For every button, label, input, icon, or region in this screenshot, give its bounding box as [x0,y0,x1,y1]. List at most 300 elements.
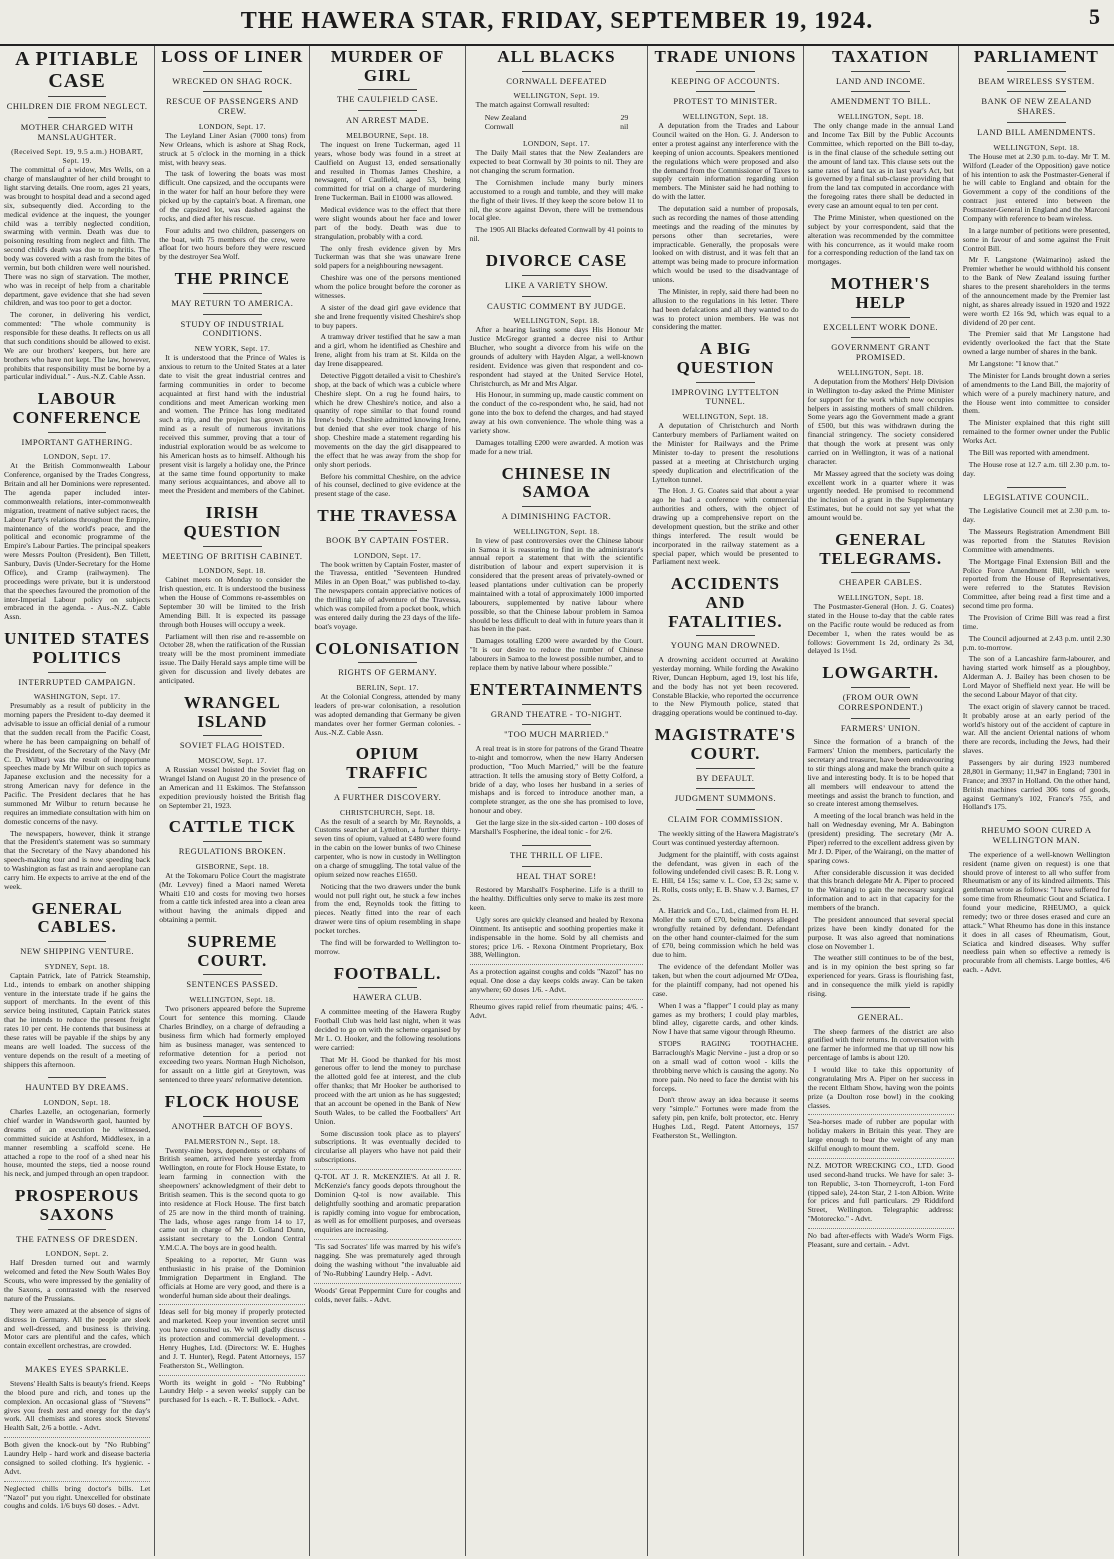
article-paragraph: The Minister explained that this right still remained to the former owner under the Public Works Act. [962,418,1110,445]
article-paragraph: The book written by Captain Foster, master of the Travessa, entitled "Seventeen Hundred Miles in an Open Boat," was published to-day. The newspapers contain appreciative notices of the thrilling tale of adventure of the Travessa, which was compiled from a pocket book, which was entered daily during the 23 days of the life-boat's voyage. [314,559,461,631]
article-subhead: MAY RETURN TO AMERICA. [171,297,294,308]
article-paragraph: Cabinet meets on Monday to consider the Irish question, etc. It is understood the business when the House of Commons re-assembles on September 30 will be limited to the Irish Amending Bill. It is expected its passage through both Houses will occupy a week. [159,575,306,629]
article-paragraph: The newspapers, however, think it strange that the President's statement was so summary that the Secretary of the Navy abandoned his speech-making tour and is now speeding back to Washington as fast as train and aeroplane can carry him. He expects to arrive at the end of the week. [4,828,151,891]
article-paragraph: The weather still continues to be of the best, and is in my opinion the best spring so far experienced for years. Grass is flourishing fast, and in consequence the milk yield is rapidly rising. [807,953,954,998]
article-paragraph: Mr Massey agreed that the society was doing excellent work in a quarter where it was urgently needed. He promised to recommend the inclusion of a grant in the Supplementary Estimates, but he could not say yet what the amount would be. [807,468,954,523]
article [159,504,305,686]
article-headline: PARLIAMENT [973,47,1099,66]
article-subhead: SOVIET FLAG HOISTED. [179,740,285,751]
article-dateline: LONDON, Sept. 18. [43,1098,111,1108]
article-paragraph: At the Tokomaru Police Court the magistrate (Mr. Levvey) fined a Maori named Wereta Whaiti £10 and costs for moving two horses from a cattle tick infested area into a clean area without having the animals dipped and obtaining a permit. [159,870,306,925]
match-score-table [483,113,631,131]
article-paragraph: The committal of a widow, Mrs Wells, on a charge of manslaughter of her child brought to light starving details. One room, ages 21 years, was brought to hospital dead and a second aged six, subsequently died. According to the medical evidence at the inquest, the younger child was a terribly neglected condition, swarming with vermin. Death was due to poisoning resulting from neglect and filth. The second child's death was due to nephritis. The body was covered with a rash from the bites of vermin, but both children were well nourished. There was no sign of starvation. The mother, who was in receipt of help from a charitable department, gave evidence that she had seven children, and was too poor to get a doctor. [4,165,151,308]
article-paragraph: The Premier said that Mr Langstone had evidently overlooked the fact that the State owned a large number of shares in the bank. [962,329,1110,357]
divider-rule [203,1116,261,1117]
divider-rule [696,788,754,789]
article-paragraph: A meeting of the local branch was held in the hall on Wednesday evening, Mr A. Babington (president) presiding. The secretary (Mr A. Piper) referred to the excellent address given by Mr J. D. Piper, of the Wairangi, on the matter of sparing cows. [807,811,954,865]
article [4,1359,150,1511]
article-paragraph: A deputation of Christchurch and North Canterbury members of Parliament waited on the Minister for Railways and the Prime Minister to-day to present the resolutions passed at a meeting at Christchurch urging speedy duplication and electrification of the Lyttelton tunnel. [652,421,799,484]
article-paragraph: A. Hatrick and Co., Ltd., claimed from H. H. Moller the sum of £70, being moneys alleged wrongfully retained by defendant. Defendant on the other hand counter-claimed for the sum of £70, being commission which he held was due to him. [652,905,799,960]
article-dateline: LONDON, Sept. 18. [198,566,266,576]
article-subhead: IMPORTANT GATHERING. [21,436,133,447]
divider-rule [851,1007,909,1008]
divider-rule [522,866,591,867]
divider-rule [203,314,261,315]
article-dateline: WELLINGTON, Sept. 19. [513,91,600,101]
table-row [483,113,631,122]
article-headline: CATTLE TICK [168,817,296,837]
article-paragraph: The coroner, in delivering his verdict, commented: "The whole community is responsible for these deaths. It reflects on us all that such conditions should be allowed to exist. We are our brothers' keepers, but here are brothers who have not kept. The law, however, prohibits that responsibility must be borne by a particular individual." - Aus.-N.Z. Cable Assn. [4,310,151,382]
advertisement: Rheumo gives rapid relief from rheumatic pains; 4/6. - Advt. [470,999,644,1021]
article-paragraph: In a large number of petitions were presented, some in favour of and some against the Fruit Control Bill. [962,225,1110,253]
article-headline: COLONISATION [315,638,460,658]
article-paragraph: Get the large size in the six-sided carton - 100 doses of Marshall's Fospherine, the ideal tonic - for 2/6. [469,818,644,836]
article-headline: THE TRAVESSA [317,506,458,526]
team-score: 29 [620,113,629,123]
article-headline: LOSS OF LINER [161,47,304,66]
divider-rule [358,110,416,111]
column-1 [0,46,155,1556]
divider-rule [358,987,416,988]
article-subhead: HEAL THAT SORE! [516,870,597,881]
article-subhead: CHILDREN DIE FROM NEGLECT. [6,101,148,111]
article-headline: MURDER OF GIRL [330,47,445,85]
article-dateline: MELBOURNE, Sept. 18. [346,130,429,140]
divider-rule [358,530,416,531]
article [4,1077,150,1179]
article-headline: FOOTBALL. [333,963,442,983]
article-paragraph: The president announced that several special prizes have been kindly donated for the purpose. It was also agreed that nominations close on November 1. [807,914,954,951]
divider-rule [522,506,591,507]
article-headline: A PITIABLE CASE [15,48,140,92]
article-paragraph: The Bill was reported with amendment. [968,447,1090,457]
article-subhead: LEGISLATIVE COUNCIL. [983,491,1090,502]
advertisement: N.Z. MOTOR WRECKING CO., LTD. Good used second-hand trucks. We have for sale: 3-ton Republic, 3-ton Thorneycroft, 1-ton Ford (tipped sale), 24-ton Star, 2 1-ton Albion. Write for prices and full particulars. 29 Riddiford Street, Wellington. Telegraphic address: "Motorecko." - Advt. [808,1158,954,1224]
article-subhead: STUDY OF INDUSTRIAL CONDITIONS. [180,318,285,339]
article-subhead: INTERRUPTED CAMPAIGN. [18,676,136,687]
divider-rule [48,96,106,97]
article-dateline: WELLINGTON, Sept. 18. [837,112,924,122]
article [159,1093,305,1405]
article-subhead: "TOO MUCH MARRIED." [504,729,609,740]
article-headline: PROSPEROUS SAXONS [14,1186,140,1224]
article-paragraph: Before his committal Cheshire, on the advice of his counsel, declined to give evidence at the present stage of the case. [314,471,461,499]
article [159,694,305,811]
article-dateline: PALMERSTON N., Sept. 18. [184,1136,281,1146]
article-paragraph: Detective Piggott detailed a visit to Cheshire's shop, at the back of which was a cubicle where Cheshire slept. On a rug he found hairs, to which he drew Cheshire's notice, and also a quantity of rope similar to that found round Irene's body. Cheshire admitted knowing Irene, but denied that she ever took charge of his shop. Cheshire made a statement regarding his movements on the day the girl disappeared to the effect that he was away from the shop for only short periods. [314,370,461,469]
article [314,507,460,631]
article-dateline: WELLINGTON, Sept. 18. [513,316,600,326]
article-dateline: GISBORNE, Sept. 18. [195,861,270,871]
article-paragraph: Two prisoners appeared before the Supreme Court for sentence this morning. Claude Charles Brindley, on a charge of defrauding a business firm which had formerly employed him as business manager, was sentenced to reformative detention for a period not exceeding two years. Norman Hugh Nicholson, for assault on a little girl at Greytown, was sentenced to three years' reformative detention. [159,1004,306,1085]
article-subhead: A FURTHER DISCOVERY. [333,791,442,802]
article-dateline: LONDON, Sept. 17. [198,121,266,131]
divider-rule [851,337,909,338]
article-paragraph: The Prime Minister, when questioned on the subject by your correspondent, said that the alteration was recommended by the committee with his concurrence, as it would make room for a corresponding reduction of the land tax on mortgages. [807,212,954,267]
divider-rule [358,787,416,788]
article [314,965,460,1305]
divider-rule [851,687,909,688]
article [470,465,644,673]
article-subhead: KEEPING OF ACCOUNTS. [670,75,780,86]
article-headline: TAXATION [832,47,930,66]
article-paragraph: Ugly sores are quickly cleansed and healed by Rexona Ointment. Its antiseptic and soothing properties make it indispensable in the home. Sold by all chemists and stores; price 1/6. - Rexona Ointment Proprietary, Box 388, Wellington. [469,914,644,960]
divider-rule [203,546,261,547]
article-dateline: SYDNEY, Sept. 18. [44,961,110,971]
article [963,487,1110,813]
article-subhead: SENTENCES PASSED. [186,979,279,990]
article [808,1007,954,1250]
article-paragraph: The exact origin of slavery cannot be traced. It probably arose at an early period of the world's history out of the accident of capture in war. All the ancient Oriental nations of whom there are records, including the Jews, had their slaves. [962,701,1110,756]
article-headline: THE PRINCE [174,269,290,289]
article-paragraph: At the British Commonwealth Labour Conference, organised by the Trades Congress, Britain and all her Dominions were represented. The agenda paper included inter-commonwealth relations, inter-commonwealth migration, treatment of native subject races, the Labour Party's relations throughout the Empire, maintenance of the world's peace, and the political and economic programme of the Empire's Labour Parties. The principal speakers were Messrs Poulton (President), Ben Tillett, Sanbury, Davis (Under-Secretary for the Home Office), and Cramp (railwaymen). The proceedings were private, but it is understood that the speeches favoured the promotion of the inter-Imperial Labour policy on subjects embraced in the agenda. - Aus.-N.Z. Cable Assn. [4,461,151,622]
divider-rule [696,71,754,72]
divider-rule [522,704,591,705]
article-dateline: LONDON, Sept. 17. [354,550,422,560]
article-paragraph: Passengers by air during 1923 numbered 28,801 in Germany; 11,947 in England; 7301 in France; and 3937 in Holland. On the other hand, British machines carried 306 tons of goods, against Germany's 102, France's 755, and Holland's 175. [962,758,1110,812]
advertisement: No bad after-effects with Wade's Worm Figs. Pleasant, sure and certain. - Advt. [808,1228,954,1250]
article-subhead: BOOK BY CAPTAIN FOSTER. [325,534,450,545]
article-headline: GENERAL TELEGRAMS. [819,529,943,568]
article-paragraph: The Mortgage Final Extension Bill and the Police Force Amendment Bill, which were reported from the House of Representatives, were referred to the Statutes Revision Committee, after being read a first time and a second time pro forma. [962,556,1110,611]
article [808,531,954,656]
article-headline: TRADE UNIONS [654,47,797,66]
article-headline: MAGISTRATE'S COURT. [654,725,796,763]
article-subhead: THE FATNESS OF DRESDEN. [16,1233,139,1244]
article-headline: SUPREME COURT. [187,932,278,970]
article-paragraph: Since the formation of a branch of the Farmers' Union the members, particularly the secretary and treasurer, have been endeavouring to stir things along and make the branch quite a live and interesting body. It is to be hoped that all members will endeavour to attend the meetings and assist the branch to function, and so create interest among themselves. [807,737,954,809]
article [652,48,798,332]
advertisement: 'Tis sad Socrates' life was marred by his wife's nagging. She was prematurely aged through doing the washing without "the invaluable aid of 'No-Rubbing' Laundry Help. - Advt. [314,1239,460,1279]
article-subhead: CAUSTIC COMMENT BY JUDGE. [486,300,627,311]
article-dateline: WELLINGTON, Sept. 18. [682,112,769,122]
article-paragraph: The Cornishmen include many burly miners accustomed to a rough and tumble, and they will make the fight of their lives. If they keep the score below 11 to nil, the score against Devon, there will be tremendous local glee. [469,177,644,223]
article-subhead: THE THRILL OF LIFE. [509,849,604,860]
article-paragraph: The only change made in the annual Land and Income Tax Bill by the Public Accounts Committee, which reported on the Bill to-day, is in the final clause of the schedule setting out the amount of land tax. This clause sets out the same rates of land tax as in last year's Act, but is governed by a final sub-clause providing that from the land tax computed in accordance with the foregoing rates there shall be deducted in every case an amount equal to ten per cent. [807,121,954,211]
article-subhead: ANOTHER BATCH OF BOYS. [171,1120,294,1131]
article-dateline: WELLINGTON, Sept. 18. [682,412,769,422]
article-dateline: NEW YORK, Sept. 17. [194,344,271,354]
advertisement: Q-TOL AT J. R. McKENZIE'S. At all J. R. McKenzie's fancy goods depots throughout the Dominion Q-tol is now available. This delightfully soothing and aromatic preparation is rapidly coming into vogue for embrocation, as well as for emollient purposes, and overseas enquiries are increasing. [314,1169,460,1235]
divider-rule [203,974,261,975]
divider-rule [851,71,909,72]
page-number: 5 [1089,4,1100,29]
article [470,681,644,837]
article-subhead: LIKE A VARIETY SHOW. [504,279,609,290]
article-paragraph: The only fresh evidence given by Mrs Tuckerman was that she was unaware Irene sold papers for a neighbouring newsagent. [314,243,461,271]
divider-rule [48,1359,106,1360]
article-subhead: LAND AND INCOME. [835,75,926,86]
divider-rule [1007,91,1066,92]
article-paragraph: A committee meeting of the Hawera Rugby Football Club was held last night, when it was decided to go on with the scheme organised by Mr L. O. Hooker, and the following resolutions were carried: [314,1007,461,1052]
divider-rule [48,672,106,673]
article-paragraph: Don't throw away an idea because it seems very "simple." Fortunes were made from the safety pin, pen knife, bolt protector, etc. Henry Hughes Ltd., Regd. Patent Attorneys, 157 Featherston St., Wellington. [652,1095,799,1140]
article-dateline: (Received Sept. 19, 9.5 a.m.) HOBART, Sept. 19. [11,147,144,166]
article-dateline: MOSCOW, Sept. 17. [198,756,267,765]
table-row [483,122,631,131]
advertisement: Woods' Great Peppermint Cure for coughs and colds, never fails. - Advt. [314,1283,460,1305]
article-paragraph: In view of past controversies over the Chinese labour in Samoa it is reassuring to find in the administrator's annual report a statement that with the scientific distribution of labour and expert supervision it is considered that the present areas of privately-owned or leased plantations under cultivation can be properly maintained with a total of approximately 1000 imported labourers, supplemented by native labour where possible, so that the Chinese labour problem in Samoa should be less difficult to deal with in future years than it has been in the past. [469,535,644,634]
article-paragraph: Parliament will then rise and re-assemble on October 28, when the ratification of the Russian treaty will be the most prominent immediate issue. The Daily Herald says ample time will be given for discussion and lively debates are anticipated. [159,631,306,685]
masthead-title: THE HAWERA STAR, FRIDAY, SEPTEMBER 19, 1924. [240,8,874,34]
article-dateline: WASHINGTON, Sept. 17. [33,692,121,702]
article-paragraph: The Minister for Lands brought down a series of amendments to the Land Bill, the majority of which were of a purely machinery nature, and the House went into committee to consider them. [962,370,1110,416]
article [159,933,305,1085]
article-paragraph: A Russian vessel hoisted the Soviet flag on Wrangel Island on August 20 in the presence of an American and 11 Eskimos. The Stefansson expedition previously hoisted the British flag on September 21, 1923. [159,765,306,810]
article-paragraph: The Provision of Crime Bill was read a first time. [962,612,1110,631]
article-paragraph: Cheshire was one of the persons mentioned whom the police brought before the coroner as witnesses. [314,273,461,300]
divider-rule [696,382,754,383]
article-dateline: WELLINGTON, Sept. 18. [837,367,924,377]
newspaper-columns [0,46,1114,1556]
article-paragraph: At the Colonial Congress, attended by many leaders of pre-war colonisation, a resolution was adopted demanding that Germany be given mandates over her former German colonies. - Aus.-N.Z. Cable Assn. [314,692,461,737]
article-subhead: BY DEFAULT. [696,772,755,783]
article-paragraph: The son of a Lancashire farm-labourer, and having started work himself as a ploughboy, Alderman A. J. Bailey has been chosen to be Lord Mayor of Sheffield next year. He will be the second Labour Mayor of that city. [962,654,1110,699]
article-paragraph: The task of lowering the boats was most difficult. One capsized, and the occupants were in the water for half an hour before they were picked up by the captain's boat. A fireman, one of the capsized lot, was dashed against the rocks, and died after his rescue. [159,169,306,223]
team-score: nil [620,122,629,132]
article-dateline: BERLIN, Sept. 17. [356,683,419,693]
article [808,664,954,998]
divider-rule [851,718,909,719]
article [159,818,305,925]
article [159,48,305,262]
article-subhead: GOVERNMENT GRANT PROMISED. [831,342,931,363]
article-subhead: GRAND THEATRE - TO-NIGHT. [490,708,623,719]
article [652,340,798,567]
article-paragraph: Charles Lazelle, an octogenarian, formerly chief warder in Wandsworth gaol, haunted by dreams of an execution he witnessed, committed suicide at Ashford, Middlesex, in a manner resembling a scaffold scene. He attached a rope to the roof of a shed near his house, mounted the steps, tied a noose round his neck, and jumped through an open trapdoor. [4,1107,151,1179]
article-paragraph: Speaking to a reporter, Mr Gunn was enthusiastic in his praise of the Dominion Immigration Department in England. The officials at Home are very good, and there is a wonderful human side about their dealings. [159,1255,306,1300]
article [808,275,954,523]
article-paragraph: Medical evidence was to the effect that there were slight wounds about her face and lower part of the body. Death was due to strangulation, probably with a cord. [314,205,461,241]
divider-rule [1007,487,1066,488]
article-paragraph: The find will be forwarded to Wellington to-morrow. [314,937,461,956]
column-7 [959,46,1114,1556]
article-subhead: BANK OF NEW ZEALAND SHARES. [981,96,1092,117]
article-headline: UNITED STATES POLITICS [4,629,151,667]
article-paragraph: The House rose at 12.7 a.m. till 2.30 p.m. to-day. [962,459,1110,478]
divider-rule [48,1077,106,1078]
article-subhead: EXCELLENT WORK DONE. [823,321,939,332]
article-paragraph: The weekly sitting of the Hawera Magistrate's Court was continued yesterday afternoon. [652,828,799,847]
article-subhead: JUDGMENT SUMMONS. [674,793,777,804]
column-6 [804,46,959,1556]
article-dateline: LONDON, Sept. 17. [523,139,590,149]
article [314,48,460,499]
article-paragraph: The inquest on Irene Tuckerman, aged 11 years, whose body was found in a street at Caulfield on August 13, ended sensationally and resulted in Thomas James Cheshire, a newsagent, of Caulfield, aged 53, being committed for trial on a charge of murdering Irene Tuckerman. Bail in £1000 was allowed. [314,139,461,203]
article-paragraph: Stevens' Health Salts is beauty's friend. Keeps the blood pure and rich, and tones up the complexion. An occasional glass of "Stevens'" gives you fresh zest and energy for the day's work. All chemists and stores stock Stevens' Health Salt, 2/6 a bottle. - Advt. [4,1378,151,1433]
advertisement: Neglected chills bring doctor's bills. Let "Nazol" put you right. Unexcelled for obstinate coughs and colds. 1/6 buys 60 doses. - Advt. [4,1481,150,1512]
column-4 [466,46,649,1556]
article-headline: CHINESE IN SAMOA [501,463,612,502]
article [652,575,798,718]
article [314,640,460,738]
article-subhead: HAUNTED BY DREAMS. [25,1082,129,1093]
article [314,745,460,956]
divider-rule [48,117,106,118]
article-headline: WRANGEL ISLAND [183,692,281,731]
article-paragraph: The deputation said a number of proposals, such as recording the names of those attending meetings and the reading of the minutes by persons other than secretaries, were impracticable. Generally, the proposals were looked on with distrust, and it was felt that an attempt was being made to procure information which would be used to the disadvantage of unions. [652,204,799,285]
article-subhead: FARMERS' UNION. [840,722,921,733]
article [652,726,798,1141]
article-paragraph: Presumably as a result of publicity in the morning papers the President to-day deemed it advisable to issue an official denial of a rumour that the sudden recall from the Pacific Coast, where he has been campaigning on behalf of the President, of the Secretary of the Navy (Mr C. D. Wilbur) was the result of inopportune speeches made by Mr Wilbur on such topics as Japanese exclusion and the necessity for a strong American navy for defence in the Pacific. The President declares that he has summoned Mr Wilbur to return because he requires an immediate consultation with him on domestic concerns of the navy. [4,701,151,826]
article-paragraph: They were amazed at the absence of signs of distress in Germany. All the people are sleek and well-dressed, and business is thriving. Motor cars are plentiful and the cafes, which contain excellent orchestras, are crowded. [4,1305,151,1351]
divider-rule [358,89,416,90]
article-paragraph: After a hearing lasting some days His Honour Mr Justice McGregor granted a decree nisi to Arthur Blucher, who sought a divorce from his wife on the grounds of adultery with Hayden Algar, a well-known resident. Evidence was given that respondent and co-respondent had stayed at the United Service Hotel, Christchurch, as Mr and Mrs Algar. [469,325,644,388]
article-dateline: WELLINGTON, Sept. 18. [189,995,276,1005]
article-paragraph: The House met at 2.30 p.m. to-day. Mr T. M. Wilford (Leader of the Opposition) gave notice of his intention to ask the Postmaster-General if he will cable to England and obtain for the Government a copy of the conditions of the contract just entered into between the Postmaster-General in England and the Marconi Company with reference to beam wireless. [962,151,1110,223]
article-paragraph: A sister of the dead girl gave evidence that she and Irene frequently visited Cheshire's shop to buy papers. [314,302,461,330]
article-paragraph: After considerable discussion it was decided that this branch delegate Mr A. Piper to proceed to the Wairangi to gain the necessary surgical information and to act in that capacity for the members of the branch. [807,867,954,913]
divider-rule [696,635,754,636]
article-subhead: (FROM OUR OWN CORRESPONDENT.) [838,691,923,712]
article-paragraph: The Leyland Liner Asian (7000 tons) from New Orleans, which is ashore at Shag Rock, struck at 5 o'clock in the morning in a thick mist, with heavy seas. [159,130,306,167]
article-headline: ENTERTAINMENTS [469,679,644,699]
article [4,390,150,622]
article-headline: GENERAL CABLES. [31,898,123,937]
article-paragraph: The Daily Mail states that the New Zealanders are expected to beat Cornwall by 30 points to nil. They are not changing the scrum formation. [469,148,644,176]
article-subhead: AMENDMENT TO BILL. [830,96,931,107]
article-subhead: MOTHER CHARGED WITH MANSLAUGHTER. [20,121,134,142]
article-paragraph: Damages totalling £200 were awarded. A motion was made for a new trial. [469,437,644,456]
article-headline: MOTHER'S HELP [830,274,931,312]
article [4,48,150,382]
divider-rule [48,941,106,942]
divider-rule [522,845,591,846]
divider-rule [203,293,261,294]
advertisement: Worth its weight in gold - "No Rubbing" Laundry Help - a seven weeks' supply can be purchased for 1s each. - R. T. Bullock. - Advt. [159,1375,305,1406]
masthead [0,0,1114,46]
article-headline: DIVORCE CASE [485,251,628,271]
article [470,48,644,131]
article-subhead: MAKES EYES SPARKLE. [25,1364,130,1375]
article-subhead: A DIMINISHING FACTOR. [501,510,612,521]
article-subhead: CLAIM FOR COMMISSION. [667,814,784,825]
team-name: New Zealand [484,113,527,123]
advertisement: Ideas sell for big money if properly protected and marketed. Keep your invention secret until you have consulted us. We will gladly discuss its protection and commercial development. - Henry Hughes, Ltd. (Directors: W. E. Hughes and J. T. Hunter), Regd. Patent Attorneys, 157 Featherston St., Wellington. [159,1304,305,1370]
article-paragraph: The experience of a well-known Wellington resident (name given on request) is one that should prove of interest to all who suffer from Rheumatism or any of its kindred ailments. This gentleman wrote as follows: "I have suffered for some time from Rheumatic Gout and Sciatica. I found your medicine, RHEUMO, a quick remedy; two or three doses erased and cure an attack." What Rheumo has done in this instance it does in all cases of Rheumatism, Gout, Sciatica and kindred diseases. Why suffer needless pain when so effective a remedy is procurable from all chemists. Large bottles, 4/6 each. - Advt. [962,849,1110,975]
divider-rule [851,572,909,573]
article-paragraph: When I was a "flapper" I could play as many games as my brothers; I could play marbles, blind alley, cigarette cards, and other kinds. Now I have that same vigour through Rheumo. [652,1000,799,1037]
article-paragraph: A deputation from the Trades and Labour Council waited on the Hon. G. J. Anderson to enter a protest against any interference with the keeping of union accounts. Speakers mentioned the regulations which were proposed and also the demand from the Commissioner of Taxes to supply certain information regarding union members. The Minister said he had nothing to do with the latter. [652,121,799,202]
divider-rule [358,662,416,663]
article-subhead: MEETING OF BRITISH CABINET. [162,550,303,561]
divider-rule [203,71,261,72]
article-paragraph: The Legislative Council met at 2.30 p.m. to-day. [962,506,1110,525]
advertisement: 'Sea-horses made of rubber are popular with holiday makers in Britain this year. They are large enough to bear the weight of any man skilful enough to mount them. [808,1114,954,1154]
article-dateline: WELLINGTON, Sept. 18. [837,593,924,603]
article-headline: OPIUM TRAFFIC [346,744,429,783]
article-subhead: RHEUMO SOON CURED A WELLINGTON MAN. [981,825,1092,846]
divider-rule [203,91,261,92]
divider-rule [48,1229,106,1230]
article-subhead: NEW SHIPPING VENTURE. [20,946,135,957]
article-subhead: PROTEST TO MINISTER. [673,96,778,107]
article-subhead: CORNWALL DEFEATED [506,75,607,86]
article-paragraph: As the result of a search by Mr. Reynolds, a Customs searcher at Lyttelton, a further thirty-seven tins of opium, valued at £480 were found in the cabin on the lower bunks of two Chinese carpenter, who is now in custody in Wellington on a charge of smuggling. The total value of the opium seized now reaches £1650. [314,816,461,879]
column-2 [155,46,310,1556]
article-paragraph: The Council adjourned at 2.43 p.m. until 2.30 p.m. to-morrow. [962,633,1110,652]
article-paragraph: A real treat is in store for patrons of the Grand Theatre to-night and tomorrow, when the new Harry Andersen production, "Too Much Married," will be the feature attraction. It tells the amusing story of Betty Colford, a bride of a day, who loses her husband in a series of mishaps and is forced to introduce another man, a complete stranger, as the one she has promised to love, honour and obey. [469,744,644,816]
article-paragraph: The evidence of the defendant Moller was taken, but when the court adjourned Mr O'Dea, for the plaintiff company, had not opened his case. [652,962,799,998]
article-headline: FLOCK HOUSE [164,1092,300,1112]
divider-rule [696,809,754,810]
article-paragraph: A tramway driver testified that he saw a man and a girl, whom he identified as Cheshire and Irene, alight from his tram at St. Kilda on the day Irene disappeared. [314,332,461,369]
article [470,845,644,1021]
article-paragraph: Damages totalling £200 were awarded by the Court. "It is our desire to reduce the number of Chinese labourers in Samoa to the lowest possible number, and to replace them by native labour where possible." [469,636,644,672]
article [159,270,305,496]
article-paragraph: The Masseurs Registration Amendment Bill was reported from the Statutes Revision Committee with amendments. [962,527,1110,554]
article [963,820,1110,975]
article-paragraph: Noticing that the two drawers under the bunk would not pull right out, he stuck a few inches from the end, Reynolds took the fitting to pieces. Neatly fitted into the rear of each drawer were tins of opium resembling in shape pocket torches. [314,881,461,936]
article-dateline: LONDON, Sept. 17. [43,452,111,462]
article-paragraph: STOPS RAGING TOOTHACHE. Barraclough's Magic Nervine - just a drop or so on a small wad of cotton wool - kills the throbbing nerve which is causing the agony. No more pain. No need to face the dentist with his forceps. [652,1039,799,1093]
article-subhead: IMPROVING LYTTELTON TUNNEL. [671,386,780,407]
article-headline: IRISH QUESTION [183,503,282,541]
article [4,630,150,892]
article-paragraph: The Minister, in reply, said there had been no allusion to the regulations in his letter. There had been defalcations and all they wanted to do was to protect union members. He was not considering the matter. [652,286,799,332]
article-subhead: AN ARREST MADE. [345,115,430,126]
article [4,1187,150,1351]
article-subhead: GENERAL. [857,1011,904,1022]
article-paragraph: The 1905 All Blacks defeated Cornwall by 41 points to nil. [469,225,644,244]
article-subhead: CHEAPER CABLES. [839,577,923,588]
divider-rule [522,724,591,725]
article-paragraph: That Mr H. Good be thanked for his most generous offer to lend the money to purchase the allotted gold fee at interest, and the club offer thanks; that Mr Hooker be authorised to proceed with the art union as he has suggested; that an account be opened in the Bank of New South Wales, to be called the Footballers' Art Union. [314,1054,461,1126]
article [808,48,954,267]
column-5 [648,46,803,1556]
article-paragraph: The Hon. J. G. Coates said that about a year ago he had a conference with commercial authorities and others, with the object of drawing up a comprehensive report on the development question, but the strike and other things interfered. The result would be incorporated in the railway statement as a special paper, which would be presented to Parliament next week. [652,486,799,567]
article-subhead: THE CAULFIELD CASE. [336,94,439,105]
article [470,139,644,244]
article [470,252,644,456]
article-headline: LABOUR CONFERENCE [12,389,142,427]
article-dateline: WELLINGTON, Sept. 18. [993,142,1080,152]
article-paragraph: Judgment for the plaintiff, with costs against the defendant, was given in each of the following undefended civil cases: B. R. Long v. E. Hill, £4 15s; same v. L. Coe, £3 2s; same v. H. Rolls, costs only; E. B. Shaw v. J. Barnes, £7 2s. [652,849,799,903]
article-subhead: BEAM WIRELESS SYSTEM. [978,75,1095,86]
article-headline: ALL BLACKS [497,47,616,66]
column-3 [310,46,465,1556]
article-paragraph: Four adults and two children, passengers on the boat, with 75 members of the crew, were afloat for two hours before they were rescued by the destroyer Sea Wolf. [159,225,306,262]
article-subhead: RIGHTS OF GERMANY. [338,667,437,678]
divider-rule [1007,71,1066,72]
article-paragraph: Some discussion took place as to players' subscriptions. It was eventually decided to circularise all players who have not paid their subscriptions. [314,1128,461,1165]
divider-rule [522,71,591,72]
article-headline: LOWGARTH. [822,663,939,683]
article [4,900,150,1070]
article-paragraph: Mr F. Langstone (Waimarino) asked the Premier whether he would withhold his consent to the Bank of New Zealand issuing further shares to the present shareholders in the terms of the announcement made by the Premier last night, as shares already issued in 1920 and 1922 were worth £2 16s 9d, which was equal to a dividend of 20 per cent. [962,255,1110,327]
article-paragraph: Half Dresden turned out and warmly welcomed and feted the New South Wales Boy Scouts, who were impressed by the geniality of the Saxons, a contrasted with the reserved nature of the Prussians. [4,1258,151,1303]
article-dateline: WELLINGTON, Sept. 18. [513,526,600,536]
article-paragraph: I would like to take this opportunity of congratulating Mrs A. Piper on her success in the recent Eltham Show, having won the points prize (a Doulton rose bowl) in the cooking classes. [807,1065,954,1110]
article-paragraph: Mr Langstone: "I know that." [968,359,1059,368]
article-paragraph: A drowning accident occurred at Awakino yesterday morning. While fording the Awakino River, Duncan Hepburn, aged 19, lost his life, and the body has not yet been recovered. Constable Blackie, who reported the occurrence to the New Plymouth police, stated that dragging operations would be continued to-day. [652,655,799,718]
article-headline: A BIG QUESTION [676,339,775,378]
divider-rule [203,841,261,842]
article-subhead: REGULATIONS BROKEN. [178,846,286,857]
article-subhead: HAWERA CLUB. [353,992,423,1003]
article-paragraph: The sheep farmers of the district are also gratified with their returns. In conversation with one farmer he informed me that up till now his percentage of lambs is about 120. [807,1026,954,1063]
article-subhead: RESCUE OF PASSENGERS AND CREW. [166,96,299,117]
article-paragraph: The Postmaster-General (Hon. J. G. Coates) stated in the House to-day that the cable rates on the Pacific route would be reduced as from December 1, when the rates would be as follows: Government 1s 2d, ordinary 2s 3d, delayed 1s 1½d. [807,602,954,656]
article-paragraph: His Honour, in summing up, made caustic comment on the conduct of the co-respondent who, he said, had not gone into the box to defend the charges, and had stayed away at his own convenience. The whole thing was a variety show. [469,390,644,435]
article-dateline: LONDON, Sept. 2. [45,1249,109,1259]
divider-rule [696,768,754,769]
divider-rule [1007,820,1066,821]
divider-rule [522,275,591,276]
divider-rule [522,296,591,297]
article-paragraph: Restored by Marshall's Fospherine. Life is a thrill to the healthy. Difficulties only serve to make its zest more keen. [469,885,644,913]
divider-rule [203,735,261,736]
